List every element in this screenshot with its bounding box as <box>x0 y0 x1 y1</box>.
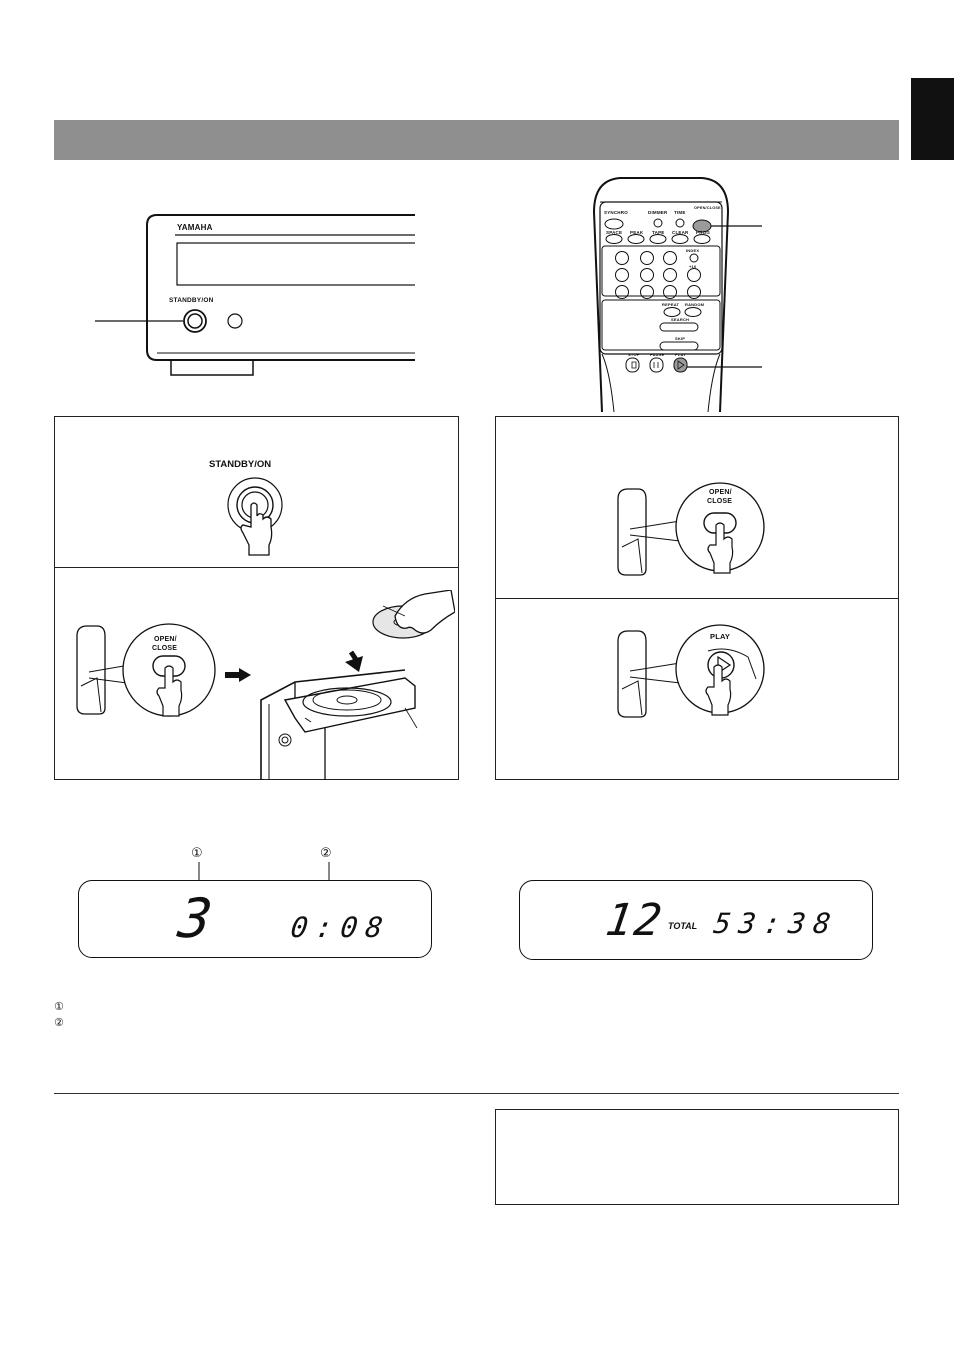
step1-button-label: STANDBY/ON <box>209 459 272 470</box>
remote-search-label: SEARCH <box>671 317 690 322</box>
remote-play-label: PLAY <box>675 352 687 357</box>
remote-hand-icon <box>618 489 646 575</box>
step4-play-label: PLAY <box>710 632 731 641</box>
remote-repeat-label: REPEAT <box>662 302 680 307</box>
remote-random-label: RANDOM <box>685 302 705 307</box>
remote-synchro-label: SYNCHRO <box>604 210 628 215</box>
lcd-display-elapsed <box>78 880 432 958</box>
step3-open-label-line2: CLOSE <box>707 498 733 505</box>
disc-tray-illustration <box>255 590 455 780</box>
note-marker-2: ② <box>54 1016 64 1029</box>
remote-plus10-label: +10 <box>689 264 697 269</box>
note-marker-1: ① <box>54 1000 64 1013</box>
lcd-elapsed-time: 0:08 <box>288 911 393 944</box>
step3-open-label-line1: OPEN/ <box>709 489 732 496</box>
remote-index-label: INDEX <box>686 248 700 253</box>
remote-stop-label: STOP <box>628 352 640 357</box>
step2-open-label-line1: OPEN/ <box>154 636 177 643</box>
remote-time-label: TIME <box>674 210 686 215</box>
remote-skip-label: SKIP <box>675 336 686 341</box>
remote-dimmer-label: DIMMER <box>648 210 668 215</box>
remote-space-label: SPACE <box>606 230 623 235</box>
remote-control-illustration <box>590 172 765 412</box>
step2-open-label-line2: CLOSE <box>152 645 178 652</box>
remote-clear-label: CLEAR <box>672 230 689 235</box>
remote-peak-label: PEAK <box>630 230 644 235</box>
lcd-total-label: TOTAL <box>668 921 698 931</box>
callout-1: ① <box>191 846 203 861</box>
callout-2: ② <box>320 846 332 861</box>
remote-hand-icon <box>618 631 646 717</box>
brand-logo: YAMAHA <box>177 223 213 232</box>
step-panel-open-tray <box>495 416 899 599</box>
lcd-display-total <box>519 880 873 960</box>
front-panel-illustration <box>95 205 415 380</box>
hand-holding-disc-icon <box>395 590 455 633</box>
remote-tape-label: TAPE <box>652 230 665 235</box>
section-header-bar <box>54 120 899 160</box>
language-tab <box>911 78 954 160</box>
remote-prog-label: PROG <box>696 230 711 235</box>
remote-open-close-label: OPEN/CLOSE <box>694 206 721 210</box>
step-panel-load-disc <box>54 567 459 780</box>
lcd-track-number: 3 <box>174 887 222 950</box>
step-panel-play <box>495 598 899 780</box>
lcd-total-time: 53:38 <box>711 907 841 940</box>
lcd-total-tracks: 12 <box>602 895 667 946</box>
arrow-right-icon <box>225 668 251 682</box>
section-divider <box>54 1093 899 1094</box>
note-box <box>495 1109 899 1205</box>
standby-label: STANDBY/ON <box>169 297 214 304</box>
step-panel-power <box>54 416 459 568</box>
remote-pause-label: PAUSE <box>650 352 665 357</box>
